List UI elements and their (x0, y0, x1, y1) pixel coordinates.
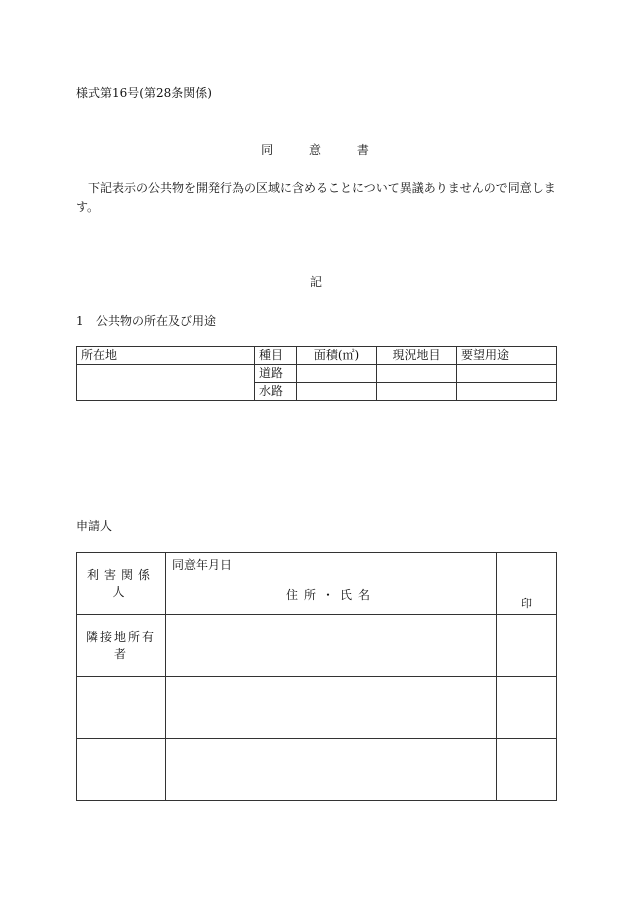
adjacent-owner-seal-cell[interactable] (497, 615, 557, 677)
area-cell-road[interactable] (297, 365, 377, 383)
header-location: 所在地 (77, 347, 255, 365)
address-name-label: 住所・氏名 (285, 588, 376, 603)
section-1-number: 1 (76, 314, 84, 328)
applicant-label: 申請人 (76, 519, 113, 533)
requested-use-cell-waterway[interactable] (457, 383, 557, 401)
party-table (76, 552, 557, 801)
party-seal-cell[interactable] (497, 677, 557, 739)
header-type: 種目 (255, 347, 297, 365)
party-row-adjacent (77, 615, 557, 677)
adjacent-owner-label: 隣接地所有者 (77, 615, 166, 677)
current-use-cell-road[interactable] (377, 365, 457, 383)
header-requested-use: 要望用途 (457, 347, 557, 365)
party-info-header-cell (166, 553, 497, 615)
location-cell[interactable] (77, 365, 255, 401)
table-row (77, 677, 557, 739)
current-use-cell-waterway[interactable] (377, 383, 457, 401)
facility-table (76, 346, 557, 401)
table-row (77, 365, 557, 383)
document-title (76, 142, 556, 158)
ki-heading: 記 (309, 275, 322, 289)
header-area: 面積(㎡) (297, 347, 377, 365)
party-row-interested (77, 553, 557, 615)
interested-party-label: 利害関係人 (77, 553, 166, 615)
adjacent-owner-info-cell[interactable] (166, 615, 497, 677)
type-cell-waterway: 水路 (255, 383, 297, 401)
requested-use-cell-road[interactable] (457, 365, 557, 383)
party-seal-cell[interactable] (497, 739, 557, 801)
party-label-cell[interactable] (77, 677, 166, 739)
area-cell-waterway[interactable] (297, 383, 377, 401)
party-info-cell[interactable] (166, 677, 497, 739)
seal-label: 印 (497, 553, 557, 615)
type-cell-road: 道路 (255, 365, 297, 383)
form-number: 様式第16号(第28条関係) (76, 86, 212, 100)
section-1-heading (76, 313, 216, 329)
consent-date-label: 同意年月日 (172, 558, 233, 572)
section-1-label: 公共物の所在及び用途 (96, 314, 217, 328)
title-char-2: 意 (308, 143, 323, 157)
party-label-cell[interactable] (77, 739, 166, 801)
party-info-cell[interactable] (166, 739, 497, 801)
header-current-use: 現況地目 (377, 347, 457, 365)
title-char-1: 同 (261, 143, 276, 157)
facility-header-row (77, 347, 557, 365)
consent-statement: 下記表示の公共物を開発行為の区域に含めることについて異議ありませんので同意します。 (76, 181, 556, 214)
title-char-3: 書 (356, 143, 371, 157)
table-row (77, 739, 557, 801)
